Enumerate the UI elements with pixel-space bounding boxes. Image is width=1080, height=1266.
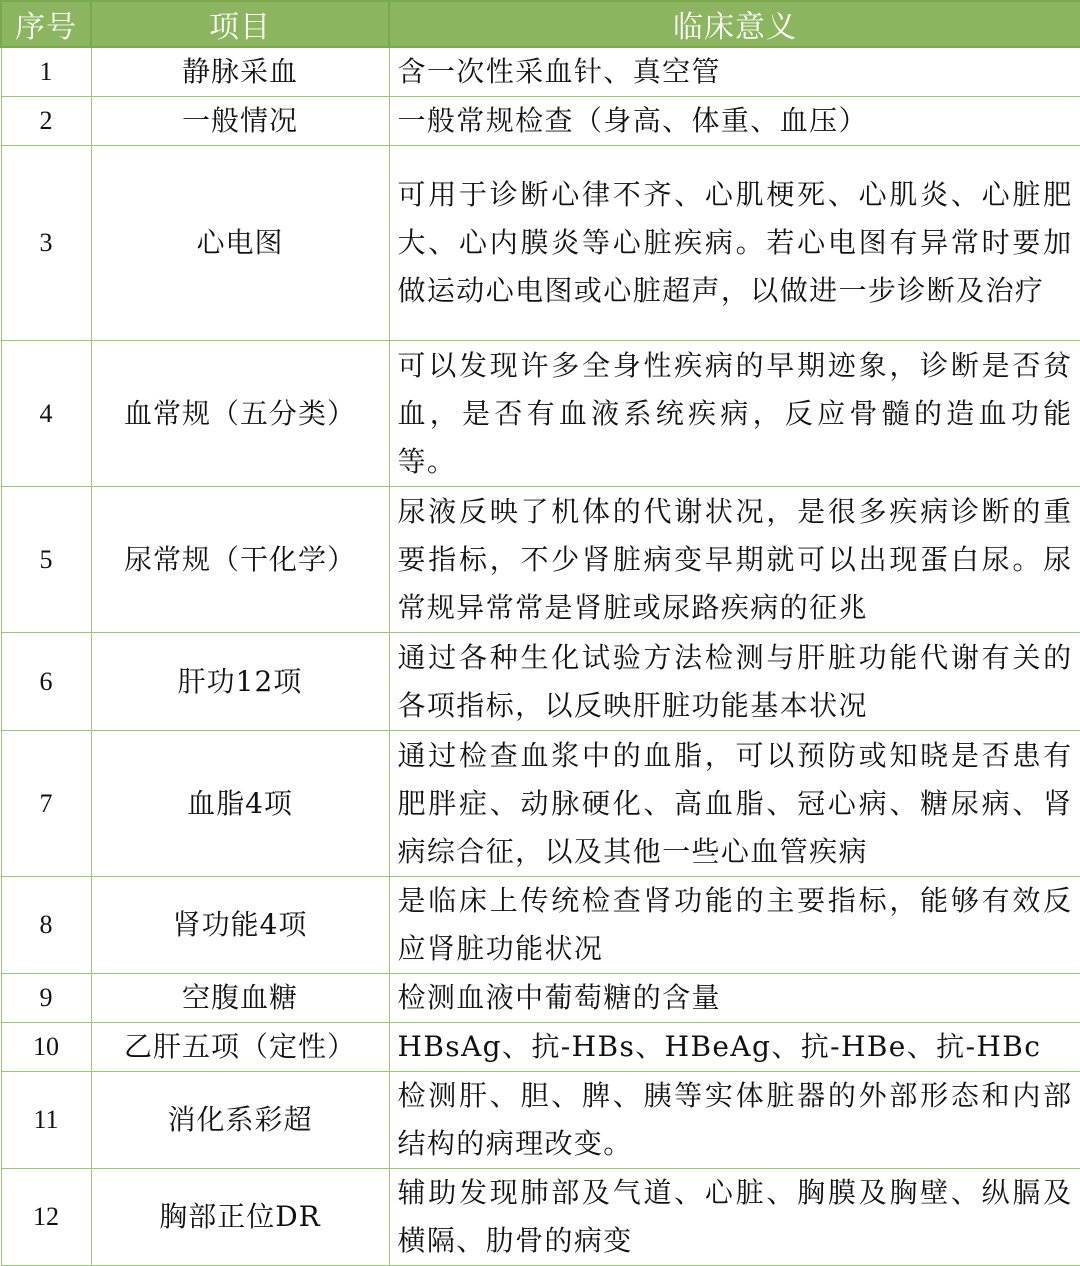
row-meaning: 尿液反映了机体的代谢状况，是很多疾病诊断的重要指标，不少肾脏病变早期就可以出现蛋白尿。尿常规异常常是肾脏或尿路疾病的征兆 xyxy=(389,487,1080,633)
table-row xyxy=(1,341,1080,487)
table-row xyxy=(1,47,1080,97)
row-meaning: 辅助发现肺部及气道、心脏、胸膜及胸壁、纵膈及横隔、肋骨的病变 xyxy=(389,1169,1080,1266)
row-item: 尿常规（干化学） xyxy=(91,487,389,633)
table-row xyxy=(1,1169,1080,1266)
row-number: 8 xyxy=(1,877,91,974)
header-item: 项目 xyxy=(91,1,389,47)
row-meaning: 含一次性采血针、真空管 xyxy=(389,47,1080,97)
row-item: 消化系彩超 xyxy=(91,1072,389,1169)
row-meaning: 一般常规检查（身高、体重、血压） xyxy=(389,97,1080,146)
table-row xyxy=(1,731,1080,877)
row-item: 肝功12项 xyxy=(91,633,389,731)
row-number: 11 xyxy=(1,1072,91,1169)
row-item: 一般情况 xyxy=(91,97,389,146)
row-meaning: 通过各种生化试验方法检测与肝脏功能代谢有关的各项指标，以反映肝脏功能基本状况 xyxy=(389,633,1080,731)
table-row xyxy=(1,97,1080,146)
table-row xyxy=(1,974,1080,1023)
table-row xyxy=(1,487,1080,633)
row-number: 3 xyxy=(1,146,91,341)
table-row xyxy=(1,146,1080,341)
row-item: 血脂4项 xyxy=(91,731,389,877)
row-number: 4 xyxy=(1,341,91,487)
table-header-row xyxy=(1,1,1080,47)
row-item: 血常规（五分类） xyxy=(91,341,389,487)
table-row xyxy=(1,1023,1080,1072)
row-number: 5 xyxy=(1,487,91,633)
row-meaning: HBsAg、抗-HBs、HBeAg、抗-HBe、抗-HBc xyxy=(389,1023,1080,1072)
header-clinical-meaning: 临床意义 xyxy=(389,1,1080,47)
row-item: 空腹血糖 xyxy=(91,974,389,1023)
row-item: 肾功能4项 xyxy=(91,877,389,974)
row-meaning: 可以发现许多全身性疾病的早期迹象，诊断是否贫血，是否有血液系统疾病，反应骨髓的造血功能等。 xyxy=(389,341,1080,487)
row-meaning: 检测血液中葡萄糖的含量 xyxy=(389,974,1080,1023)
header-serial-number: 序号 xyxy=(1,1,91,47)
row-item: 心电图 xyxy=(91,146,389,341)
row-number: 7 xyxy=(1,731,91,877)
row-item: 乙肝五项（定性） xyxy=(91,1023,389,1072)
table-row xyxy=(1,877,1080,974)
row-number: 1 xyxy=(1,47,91,97)
table-row xyxy=(1,1072,1080,1169)
row-number: 6 xyxy=(1,633,91,731)
row-item: 静脉采血 xyxy=(91,47,389,97)
table-row xyxy=(1,633,1080,731)
row-meaning: 通过检查血浆中的血脂，可以预防或知晓是否患有肥胖症、动脉硬化、高血脂、冠心病、糖尿病、肾病综合征，以及其他一些心血管疾病 xyxy=(389,731,1080,877)
row-meaning: 检测肝、胆、脾、胰等实体脏器的外部形态和内部结构的病理改变。 xyxy=(389,1072,1080,1169)
row-number: 9 xyxy=(1,974,91,1023)
row-number: 2 xyxy=(1,97,91,146)
row-number: 12 xyxy=(1,1169,91,1266)
row-meaning: 可用于诊断心律不齐、心肌梗死、心肌炎、心脏肥大、心内膜炎等心脏疾病。若心电图有异常时要加做运动心电图或心脏超声，以做进一步诊断及治疗 xyxy=(389,146,1080,341)
row-meaning: 是临床上传统检查肾功能的主要指标，能够有效反应肾脏功能状况 xyxy=(389,877,1080,974)
row-number: 10 xyxy=(1,1023,91,1072)
row-item: 胸部正位DR xyxy=(91,1169,389,1266)
